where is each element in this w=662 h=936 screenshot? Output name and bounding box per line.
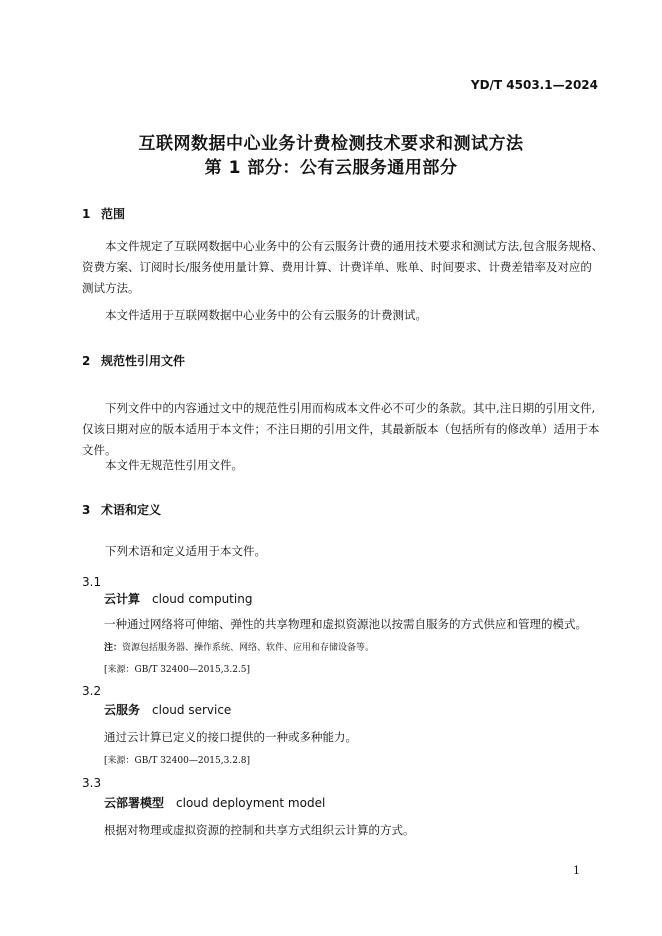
term-3-2-heading — [104, 701, 231, 718]
standard-code: YD/T 4503.1—2024 — [470, 78, 598, 92]
section-2-heading — [82, 352, 185, 369]
section-1-heading — [82, 205, 125, 222]
section-2-para-1-line-3: 文件。 — [82, 443, 117, 457]
section-2-paragraph-1 — [82, 398, 602, 461]
section-2-para-1-line-1: 下列文件中的内容通过文中的规范性引用而构成本文件必不可少的条款。其中,注日期的引用文件, — [105, 401, 596, 415]
section-2-number: 2 — [82, 354, 91, 368]
term-3-2-source: [来源：GB/T 32400—2015,3.2.8] — [104, 756, 251, 766]
section-1-number: 1 — [82, 207, 91, 221]
term-3-3-heading — [104, 794, 325, 811]
section-3-heading — [82, 501, 161, 518]
section-2-para-1-line-2: 仅该日期对应的版本适用于本文件；不注日期的引用文件，其最新版本（包括所有的修改单）适用于本 — [82, 422, 600, 436]
section-3-title: 术语和定义 — [101, 503, 162, 517]
term-3-1-definition: 一种通过网络将可伸缩、弹性的共享物理和虚拟资源池以按需自服务的方式供应和管理的模式。 — [104, 617, 587, 631]
term-3-1-zh: 云计算 — [104, 592, 141, 606]
section-2-title: 规范性引用文件 — [101, 354, 186, 368]
term-3-3-definition: 根据对物理或虚拟资源的控制和共享方式组织云计算的方式。 — [104, 823, 415, 837]
section-1-title: 范围 — [101, 207, 126, 221]
term-3-3-number: 3.3 — [82, 776, 102, 790]
term-3-1-source: [来源：GB/T 32400—2015,3.2.5] — [104, 665, 251, 675]
term-3-3-zh: 云部署模型 — [104, 796, 165, 810]
term-3-2-zh: 云服务 — [104, 703, 141, 717]
section-3-number: 3 — [82, 503, 91, 517]
term-3-1-number: 3.1 — [82, 575, 102, 589]
page-number: 1 — [573, 864, 580, 877]
term-3-3-en: cloud deployment model — [176, 796, 326, 810]
term-3-1-note-label: 注： — [104, 643, 123, 653]
term-3-1-en: cloud computing — [152, 592, 253, 606]
document-title-line-2: 第 1 部分：公有云服务通用部分 — [204, 158, 458, 178]
section-1-para-1-line-3: 测试方法。 — [82, 281, 140, 295]
term-3-1-note — [104, 640, 374, 653]
document-title-line-1: 互联网数据中心业务计费检测技术要求和测试方法 — [138, 134, 524, 154]
section-1-paragraph-2: 本文件适用于互联网数据中心业务中的公有云服务的计费测试。 — [105, 308, 427, 322]
section-1-paragraph-1 — [82, 236, 602, 299]
section-3-intro: 下列术语和定义适用于本文件。 — [105, 544, 266, 558]
section-1-para-1-line-1: 本文件规定了互联网数据中心业务中的公有云服务计费的通用技术要求和测试方法,包含服务规格、 — [105, 239, 604, 253]
term-3-2-number: 3.2 — [82, 684, 102, 698]
section-1-para-1-line-2: 资费方案、订阅时长/服务使用量计算、费用计算、计费详单、账单、时间要求、计费差错率及对应的 — [82, 260, 592, 274]
term-3-2-definition: 通过云计算已定义的接口提供的一种或多种能力。 — [104, 730, 357, 744]
term-3-1-note-text: 资源包括服务器、操作系统、网络、软件、应用和存储设备等。 — [122, 643, 375, 653]
term-3-1-heading — [104, 590, 252, 607]
term-3-2-en: cloud service — [152, 703, 232, 717]
section-2-paragraph-2: 本文件无规范性引用文件。 — [105, 458, 243, 472]
